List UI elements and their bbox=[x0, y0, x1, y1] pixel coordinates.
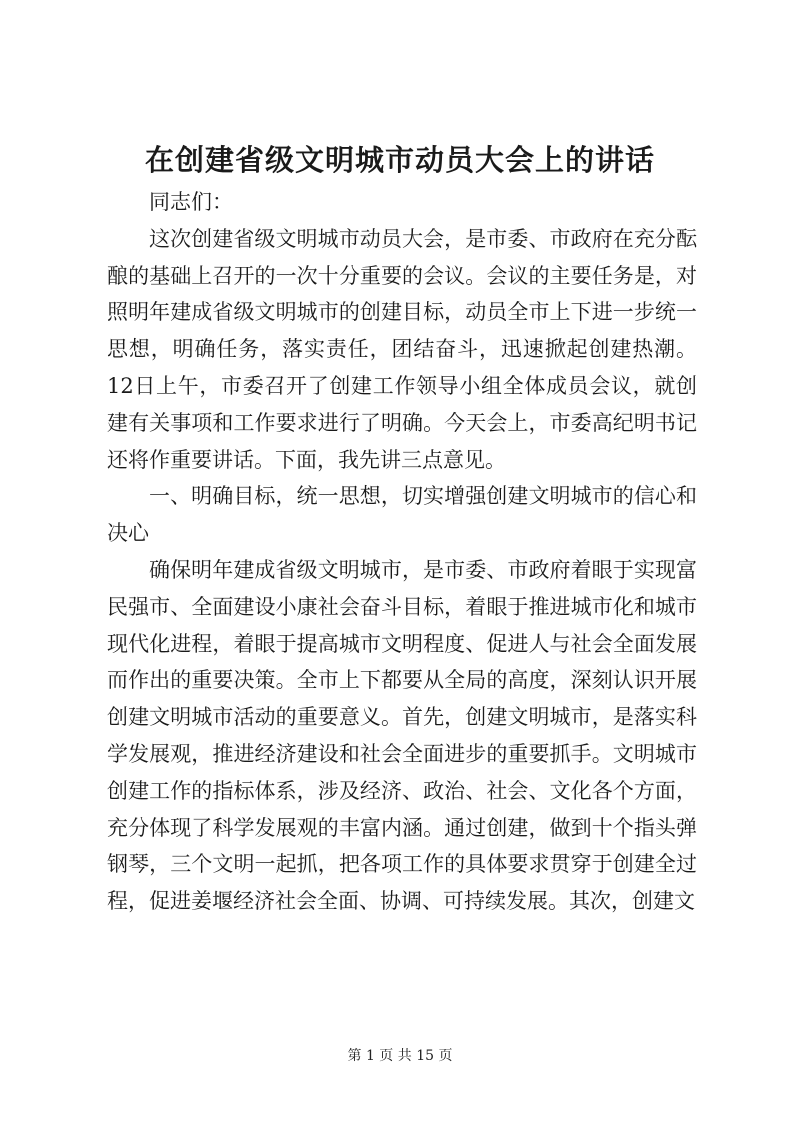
page-footer: 第 1 页 共 15 页 bbox=[347, 1048, 453, 1064]
section-heading-1: 一、明确目标，统一思想，切实增强创建文明城市的信心和决心 bbox=[107, 484, 697, 546]
paragraph-section-1: 确保明年建成省级文明城市，是市委、市政府着眼于实现富民强市、全面建设小康社会奋斗目标，着眼于推进城市化和城市现代化进程，着眼于提高城市文明程度、促进人与社会全面发展而作出的重要决策。全市上下都要从全局的高度，深刻认识开展创建文明城市活动的重要意义。首先，创建文明城市，是落实科学发展观，推进经济建设和社会全面进步的重要抓手。文明城市创建工作的指标体系，涉及经济、政治、社会、文化各个方面，充分体现了科学发展观的丰富内涵。通过创建，做到十个指头弹钢琴，三个文明一起抓，把各项工作的具体要求贯穿于创建全过程，促进姜堰经济社会全面、协调、可持续发展。其次，创建文 bbox=[107, 557, 697, 914]
document-body bbox=[107, 184, 697, 920]
paragraph-intro: 这次创建省级文明城市动员大会，是市委、市政府在充分酝酿的基础上召开的一次十分重要的会议。会议的主要任务是，对照明年建成省级文明城市的创建目标，动员全市上下进一步统一思想，明确任务，落实责任，团结奋斗，迅速掀起创建热潮。12日上午，市委召开了创建工作领导小组全体成员会议，就创建有关事项和工作要求进行了明确。今天会上，市委高纪明书记还将作重要讲话。下面，我先讲三点意见。 bbox=[107, 226, 697, 472]
salutation: 同志们： bbox=[149, 190, 233, 214]
document-title: 在创建省级文明城市动员大会上的讲话 bbox=[144, 143, 655, 177]
